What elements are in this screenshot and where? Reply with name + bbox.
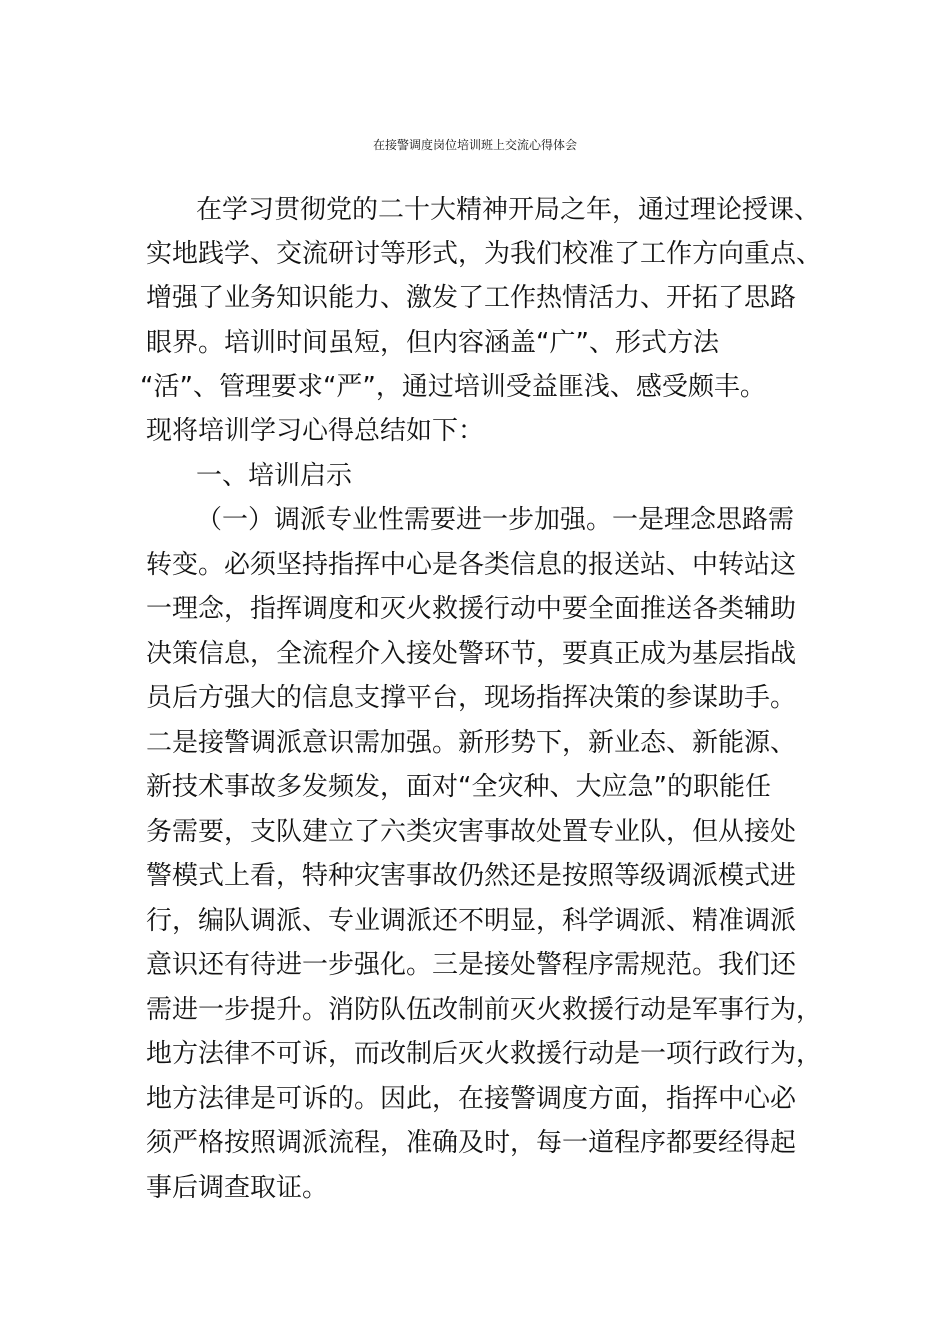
body-line: 决策信息，全流程介入接处警环节，要真正成为基层指战	[146, 639, 797, 669]
body-line: 需进一步提升。消防队伍改制前灭火救援行动是军事行为，	[146, 995, 823, 1025]
body-line: 现将培训学习心得总结如下：	[146, 416, 485, 446]
body-line: 地方法律是可诉的。因此，在接警调度方面，指挥中心必	[146, 1084, 797, 1114]
subsection-line: （一）调派专业性需要进一步加强。一是理念思路需	[196, 505, 795, 535]
body-line: 务需要，支队建立了六类灾害事故处置专业队，但从接处	[146, 817, 797, 847]
body-line: “活”、管理要求“严”，通过培训受益匪浅、感受颇丰。	[140, 372, 766, 402]
body-line: 员后方强大的信息支撑平台，现场指挥决策的参谋助手。	[146, 683, 797, 713]
body-line: 行，编队调派、专业调派还不明显，科学调派、精准调派	[146, 906, 797, 936]
body-line: 眼界。培训时间虽短，但内容涵盖“广”、形式方法	[146, 328, 719, 358]
body-line: 须严格按照调派流程，准确及时，每一道程序都要经得起	[146, 1128, 797, 1158]
body-line: 增强了业务知识能力、激发了工作热情活力、开拓了思路	[146, 283, 797, 313]
body-line: 转变。必须坚持指挥中心是各类信息的报送站、中转站这	[146, 550, 797, 580]
document-title: 在接警调度岗位培训班上交流心得体会	[372, 138, 577, 152]
body-line: 意识还有待进一步强化。三是接处警程序需规范。我们还	[146, 950, 797, 980]
section-heading: 一、培训启示	[196, 461, 353, 491]
body-line: 实地践学、交流研讨等形式，为我们校准了工作方向重点、	[146, 239, 823, 269]
body-line: 新技术事故多发频发，面对“全灾种、大应急”的职能任	[146, 772, 771, 802]
body-line: 地方法律不可诉，而改制后灭火救援行动是一项行政行为，	[146, 1039, 823, 1069]
body-line: 一理念，指挥调度和灭火救援行动中要全面推送各类辅助	[146, 594, 797, 624]
body-line: 在学习贯彻党的二十大精神开局之年，通过理论授课、	[196, 195, 821, 225]
body-line: 警模式上看，特种灾害事故仍然还是按照等级调派模式进	[146, 861, 797, 891]
body-line: 二是接警调派意识需加强。新形势下，新业态、新能源、	[146, 728, 797, 758]
body-line: 事后调查取证。	[146, 1173, 329, 1203]
